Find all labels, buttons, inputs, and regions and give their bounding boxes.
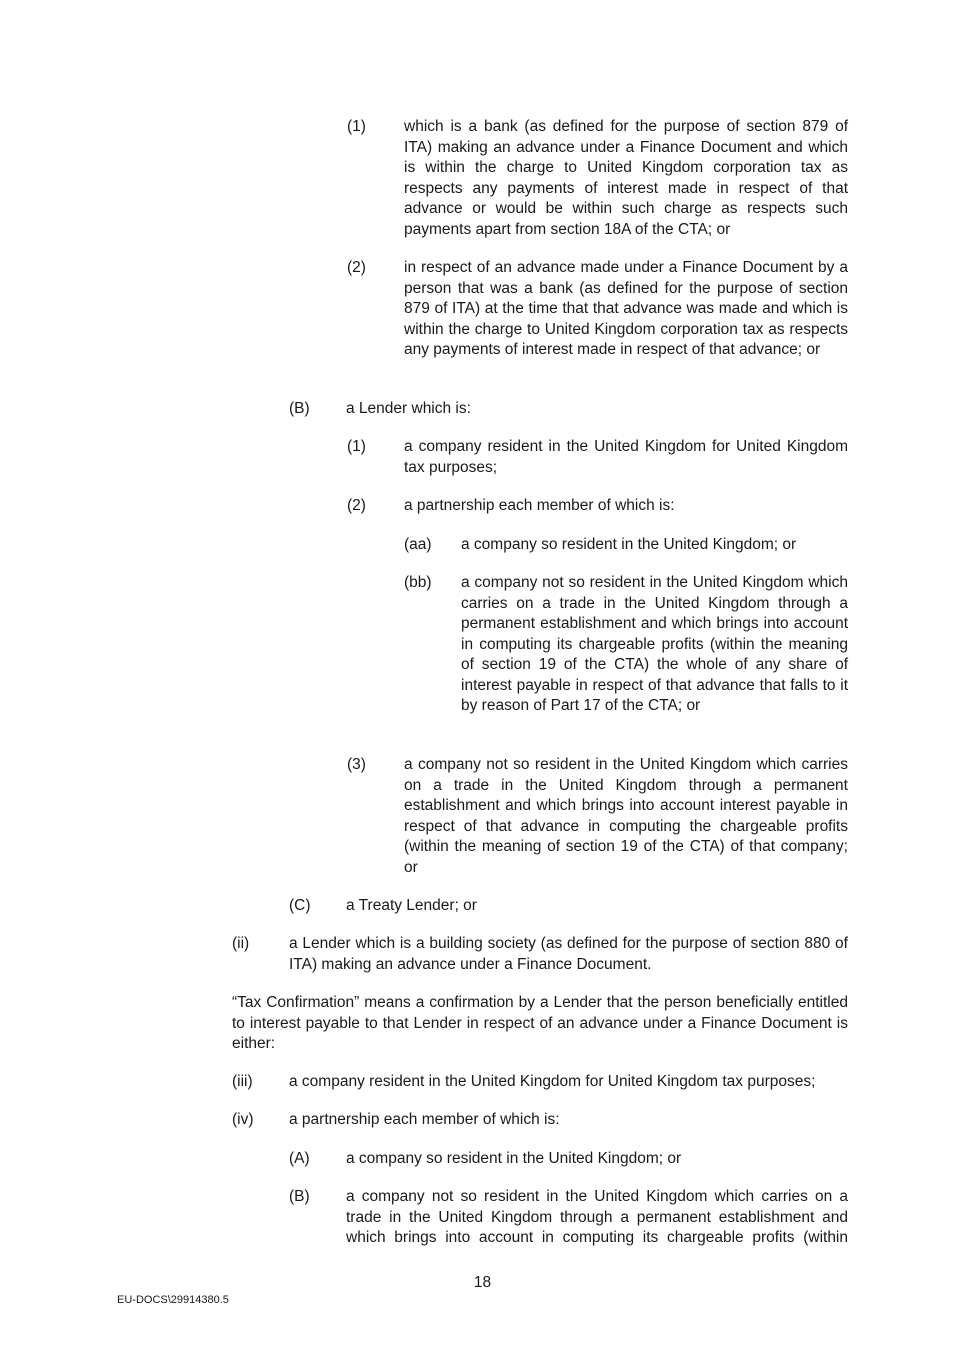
clause-1 — [347, 117, 848, 240]
clause-3 — [347, 755, 848, 878]
clause-text: a Lender which is a building society (as defined for the purpose of section 880 of ITA) making an advance under a Finance Document. — [289, 935, 848, 973]
clause-number: (2) — [347, 497, 366, 514]
clause-number: (A) — [289, 1150, 310, 1167]
clause-2 — [347, 496, 848, 517]
clause-B — [289, 399, 848, 420]
clause-text: a Treaty Lender; or — [346, 897, 477, 914]
clause-text: which is a bank (as defined for the purpose of section 879 of ITA) making an advance under a Finance Document and which is within the charge to United Kingdom corporation tax as respects any payments of interest made in respect of that advance or would be within such charge as respects such payments apart from section 18A of the CTA; or — [404, 118, 848, 238]
clause-number: (1) — [347, 118, 366, 135]
clause-text: a company resident in the United Kingdom for United Kingdom tax purposes; — [404, 438, 848, 476]
clause-ii — [232, 934, 848, 975]
clause-number: (B) — [289, 1188, 310, 1205]
clause-number: (bb) — [404, 574, 432, 591]
clause-number: (3) — [347, 756, 366, 773]
clause-text: a partnership each member of which is: — [404, 497, 675, 514]
clause-aa — [404, 535, 848, 556]
clause-bb — [404, 573, 848, 717]
clause-iii — [232, 1072, 848, 1093]
clause-number: (2) — [347, 259, 366, 276]
clause-number: (ii) — [232, 935, 250, 952]
clause-text: a partnership each member of which is: — [289, 1111, 560, 1128]
page-number: 18 — [473, 1274, 492, 1291]
clause-A — [289, 1149, 848, 1170]
tax-confirmation-definition — [232, 993, 848, 1055]
clause-text: a company not so resident in the United Kingdom which carries on a trade in the United Kingdom through a permanent establishment and which brings into account in computing its chargeable profits (within the meaning of section 19 of the CTA) the whole of any share of interest payable in respect of that advance that falls to it by reason of Part 17 of the CTA; or — [461, 574, 848, 714]
clause-text: a company so resident in the United Kingdom; or — [461, 536, 797, 553]
clause-text: a company so resident in the United Kingdom; or — [346, 1150, 682, 1167]
clause-number: (C) — [289, 897, 311, 914]
clause-text: a Lender which is: — [346, 400, 471, 417]
clause-number: (iv) — [232, 1111, 254, 1128]
clause-text: a company resident in the United Kingdom for United Kingdom tax purposes; — [289, 1073, 816, 1090]
clause-text: a company not so resident in the United Kingdom which carries on a trade in the United Kingdom through a permanent establishment and which brings into account in computing its chargeable profits (within — [346, 1188, 848, 1246]
defined-term: “Tax Confirmation” — [232, 994, 360, 1011]
clause-2 — [347, 258, 848, 361]
clause-iv — [232, 1110, 848, 1131]
clause-B — [289, 1187, 848, 1249]
clause-C — [289, 896, 848, 917]
clause-number: (1) — [347, 438, 366, 455]
clause-1 — [347, 437, 848, 478]
clause-text: in respect of an advance made under a Finance Document by a person that was a bank (as defined for the purpose of section 879 of ITA) at the time that that advance was made and which is within the charge to United Kingdom corporation tax as respects any payments of interest made in respect of that advance; or — [404, 259, 848, 358]
clause-number: (B) — [289, 400, 310, 417]
document-reference: EU-DOCS\29914380.5 — [117, 1294, 229, 1306]
clause-number: (iii) — [232, 1073, 253, 1090]
definition-text: means a confirmation by a Lender that the person beneficially entitled to interest payable to that Lender in respect of an advance under a Finance Document is either: — [232, 994, 848, 1052]
clause-text: a company not so resident in the United Kingdom which carries on a trade in the United Kingdom through a permanent establishment and which brings into account interest payable in respect of that advance in computing the chargeable profits (within the meaning of section 19 of the CTA) of that company; or — [404, 756, 848, 876]
clause-number: (aa) — [404, 536, 432, 553]
